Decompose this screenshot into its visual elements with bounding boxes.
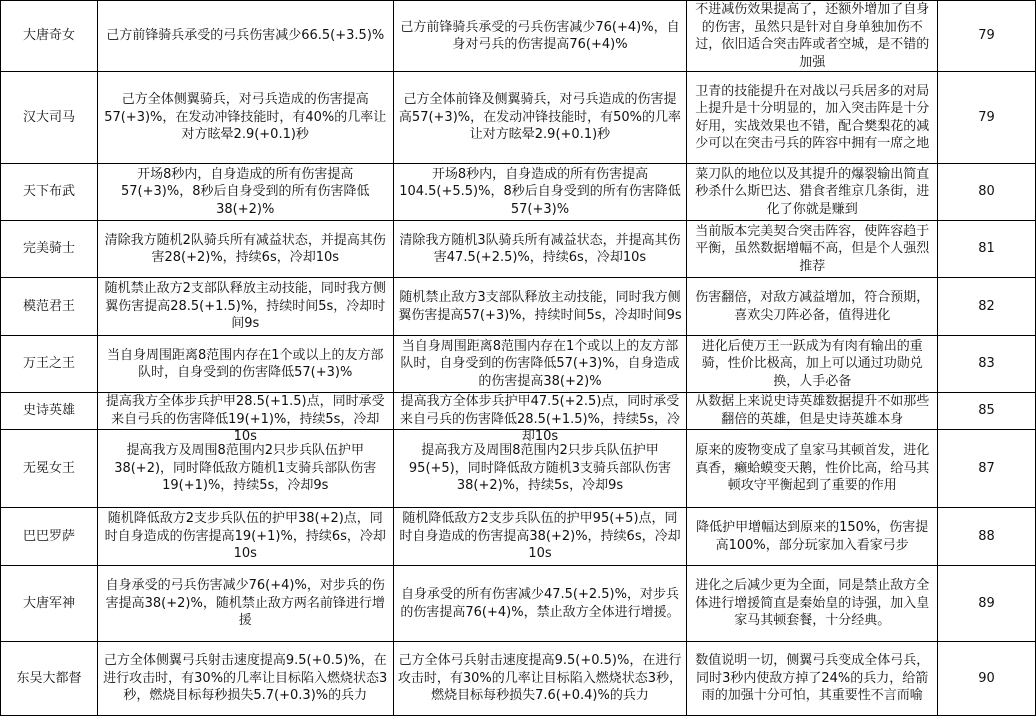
comment-cell: 进化后使万王一跃成为有肉有输出的重骑，性价比极高，加上可以通过功勋兑换，人手必备	[687, 336, 938, 393]
after-effect-cell: 随机禁止敌方3支部队释放主动技能，同时我方侧翼伤害提高57(+3)%，持续时间5s，冷却时间9s	[393, 278, 687, 336]
hero-name-cell: 万王之王	[1, 336, 98, 393]
after-effect-text: 提高我方全体步兵护甲47.5(+2.5)点，同时承受来自弓兵的伤害降低28.5(+1.5)%，持续5s，冷却10s	[399, 394, 680, 444]
comment-cell: 进化之后减少更为全面，同是禁止敌方全体进行增援简直是秦始皇的诗强，加入皇家马其顿套餐，十分经典。	[687, 566, 938, 642]
score-cell: 83	[938, 336, 1036, 393]
after-effect-cell: 己方全体前锋及侧翼骑兵，对弓兵造成的伤害提高57(+3)%，在发动冲锋技能时，有50%的几率让对方眩晕2.9(+0.1)秒	[393, 72, 687, 164]
before-effect-cell: 己方全体侧翼骑兵，对弓兵造成的伤害提高57(+3)%，在发动冲锋技能时，有40%的几率让对方眩晕2.9(+0.1)秒	[97, 72, 393, 164]
score-cell: 80	[938, 164, 1036, 221]
table-row	[1, 221, 1036, 278]
after-effect-cell: 当自身周围距离8范围内存在1个或以上的友方部队时，自身受到的伤害降低57(+3)%，自身造成的伤害提高38(+2)%	[393, 336, 687, 393]
comment-cell: 卫青的技能提升在对战以弓兵居多的对局上提升是十分明显的，加入突击阵是十分好用，实战效果也不错，配合樊梨花的减少可以在突击弓兵的阵容中拥有一席之地	[687, 72, 938, 164]
hero-name-cell: 大唐奇女	[1, 1, 98, 72]
hero-name-cell: 无冕女王	[1, 430, 98, 508]
hero-name-cell: 东吴大都督	[1, 642, 98, 716]
comment-cell: 降低护甲增幅达到原来的150%，伤害提高100%，部分玩家加入看家弓步	[687, 508, 938, 566]
table-row	[1, 72, 1036, 164]
table-row	[1, 642, 1036, 716]
table-row	[1, 566, 1036, 642]
after-effect-cell: 提高我方及周围8范围内2只步兵队伍护甲95(+5)，同时降低敌方随机3支骑兵部队伤害38(+2)%，持续5s，冷却9s	[393, 430, 687, 508]
score-cell: 82	[938, 278, 1036, 336]
after-effect-cell: 己方全体弓兵射击速度提高9.5(+0.5)%，在进行攻击时，有30%的几率让目标陷入燃烧状态3秒，燃烧目标每秒损失7.6(+0.4)%的兵力	[393, 642, 687, 716]
table-row	[1, 278, 1036, 336]
hero-name-cell: 史诗英雄	[1, 393, 98, 430]
before-effect-cell	[97, 393, 393, 444]
before-effect-cell: 开场8秒内，自身造成的所有伤害提高57(+3)%，8秒后自身受到的所有伤害降低38(+2)%	[97, 164, 393, 221]
table-row	[1, 164, 1036, 221]
before-effect-cell: 当自身周围距离8范围内存在1个或以上的友方部队时，自身受到的伤害降低57(+3)%	[97, 336, 393, 393]
before-effect-cell: 随机禁止敌方2支部队释放主动技能，同时我方侧翼伤害提高28.5(+1.5)%，持续时间5s，冷却时间9s	[97, 278, 393, 336]
before-effect-cell: 清除我方随机2队骑兵所有减益状态，并提高其伤害28(+2)%，持续6s，冷却10s	[97, 221, 393, 278]
comment-cell: 原来的废物变成了皇家马其顿首发，进化真香，癞蛤蟆变天鹅，性价比高，给马其顿攻守平衡起到了重要的作用	[687, 430, 938, 508]
before-effect-cell: 随机降低敌方2支步兵队伍的护甲38(+2)点，同时自身造成的伤害提高19(+1)%，持续6s，冷却10s	[97, 508, 393, 566]
after-effect-cell: 随机降低敌方2支步兵队伍的护甲95(+5)点，同时自身造成的伤害提高38(+2)%，持续6s，冷却10s	[393, 508, 687, 566]
table-row	[1, 1, 1036, 72]
comment-text: 从数据上来说史诗英雄数据提升不如那些翻倍的英雄，但是史诗英雄本身	[695, 394, 930, 427]
before-effect-cell: 自身承受的弓兵伤害减少76(+4)%，对步兵的伤害提高38(+2)%，随机禁止敌方两名前锋进行增援	[97, 566, 393, 642]
score-cell: 90	[938, 642, 1036, 716]
comment-cell: 当前版本完美契合突击阵容，使阵容趋于平衡，虽然数据增幅不高，但是个人强烈推荐	[687, 221, 938, 278]
hero-name-cell: 天下布武	[1, 164, 98, 221]
comment-cell: 伤害翻倍，对敌方减益增加，符合预期，喜欢尖刀阵必备，值得进化	[687, 278, 938, 336]
hero-name-cell: 汉大司马	[1, 72, 98, 164]
before-effect-cell: 提高我方及周围8范围内2只步兵队伍护甲38(+2)，同时降低敌方随机1支骑兵部队伤害19(+1)%，持续5s，冷却9s	[97, 430, 393, 508]
comment-cell: 数值说明一切，侧翼弓兵变成全体弓兵，同时3秒内使敌方掉了24%的兵力，给箭雨的加强十分可怕，其重要性不言而喻	[687, 642, 938, 716]
hero-name-cell: 巴巴罗萨	[1, 508, 98, 566]
after-effect-cell: 己方前锋骑兵承受的弓兵伤害减少76(+4)%，自身对弓兵的伤害提高76(+4)%	[393, 1, 687, 72]
table-row	[1, 508, 1036, 566]
score-cell: 87	[938, 430, 1036, 508]
score-cell: 79	[938, 1, 1036, 72]
before-effect-text: 提高我方全体步兵护甲28.5(+1.5)点，同时承受来自弓兵的伤害降低19(+1)%，持续5s，冷却10s	[105, 394, 385, 444]
comment-cell: 菜刀队的地位以及其提升的爆裂输出简直秒杀什么斯巴达、猎食者维京几条街，进化了你就是赚到	[687, 164, 938, 221]
before-effect-cell: 己方前锋骑兵承受的弓兵伤害减少66.5(+3.5)%	[97, 1, 393, 72]
score-cell: 88	[938, 508, 1036, 566]
table-row	[1, 336, 1036, 393]
hero-name-cell: 完美骑士	[1, 221, 98, 278]
table-row	[1, 430, 1036, 508]
after-effect-cell: 开场8秒内，自身造成的所有伤害提高104.5(+5.5)%，8秒后自身受到的所有伤害降低57(+3)%	[393, 164, 687, 221]
comment-cell	[687, 393, 938, 430]
score-cell: 89	[938, 566, 1036, 642]
score-cell: 85	[938, 393, 1036, 430]
table-row	[1, 393, 1036, 430]
score-cell: 79	[938, 72, 1036, 164]
after-effect-cell: 自身承受的所有伤害减少47.5(+2.5)%，对步兵的伤害提高76(+4)%，禁止敌方全体进行增援。	[393, 566, 687, 642]
score-cell: 81	[938, 221, 1036, 278]
after-effect-cell	[393, 393, 687, 444]
comment-cell: 不进减伤效果提高了，还额外增加了自身的伤害，虽然只是针对自身单独加伤不过，依旧适合突击阵或者空城，是不错的加强	[687, 1, 938, 72]
hero-name-cell: 模范君王	[1, 278, 98, 336]
before-effect-cell: 己方全体侧翼弓兵射击速度提高9.5(+0.5)%，在进行攻击时，有30%的几率让目标陷入燃烧状态3秒，燃烧目标每秒损失5.7(+0.3)%的兵力	[97, 642, 393, 716]
after-effect-cell: 清除我方随机3队骑兵所有减益状态，并提高其伤害47.5(+2.5)%，持续6s，冷却10s	[393, 221, 687, 278]
hero-name-cell: 大唐军神	[1, 566, 98, 642]
